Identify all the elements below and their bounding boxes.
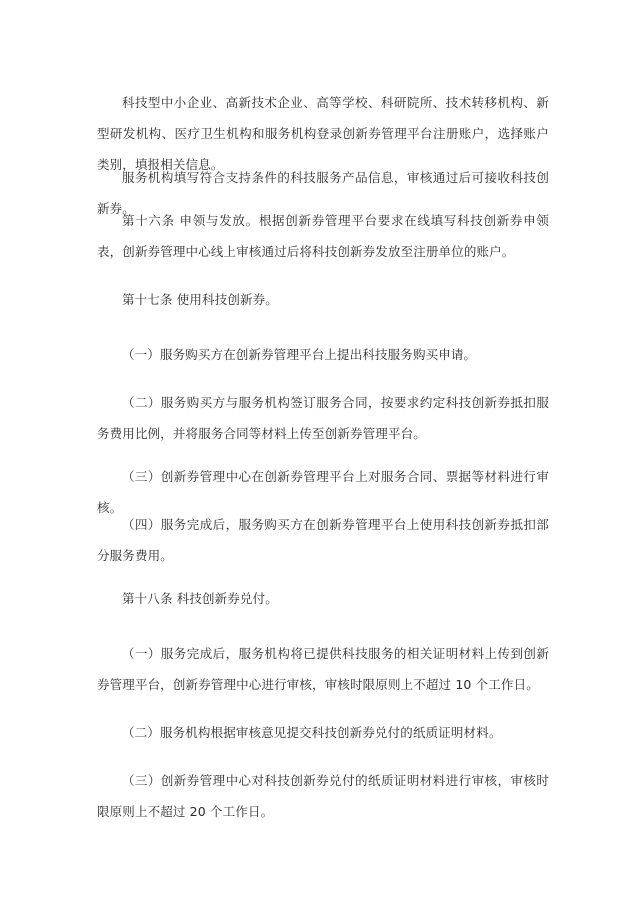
paragraph-registration: 科技型中小企业、高新技术企业、高等学校、科研院所、技术转移机构、新型研发机构、医疗卫生机构和服务机构登录创新券管理平台注册账户，选择账户类别，填报相关信息。 — [97, 95, 549, 172]
paragraph-article-17: 第十七条 使用科技创新券。 — [122, 292, 278, 307]
paragraph-article-18-item-2: （二）服务机构根据审核意见提交科技创新券兑付的纸质证明材料。 — [122, 725, 502, 740]
paragraph-article-17-item-1: （一）服务购买方在创新券管理平台上提出科技服务购买申请。 — [122, 347, 477, 362]
paragraph-article-17-item-4: （四）服务完成后，服务购买方在创新券管理平台上使用科技创新券抵扣部分服务费用。 — [97, 517, 549, 563]
paragraph-article-18-item-3: （三）创新券管理中心对科技创新券兑付的纸质证明材料进行审核，审核时限原则上不超过 20 个工作日。 — [97, 773, 549, 819]
paragraph-service-products: 服务机构填写符合支持条件的科技服务产品信息，审核通过后可接收科技创新券。 — [97, 170, 549, 216]
paragraph-article-17-item-3: （三）创新券管理中心在创新券管理平台上对服务合同、票据等材料进行审核。 — [97, 469, 549, 515]
paragraph-article-18-item-1: （一）服务完成后，服务机构将已提供科技服务的相关证明材料上传到创新券管理平台，创新券管理中心进行审核，审核时限原则上不超过 10 个工作日。 — [97, 646, 549, 692]
paragraph-article-17-item-2: （二）服务购买方与服务机构签订服务合同，按要求约定科技创新券抵扣服务费用比例，并将服务合同等材料上传至创新券管理平台。 — [97, 395, 549, 441]
paragraph-article-18: 第十八条 科技创新券兑付。 — [122, 591, 278, 606]
paragraph-article-16: 第十六条 申领与发放。根据创新券管理平台要求在线填写科技创新券申领表，创新券管理中心线上审核通过后将科技创新券发放至注册单位的账户。 — [97, 213, 549, 259]
